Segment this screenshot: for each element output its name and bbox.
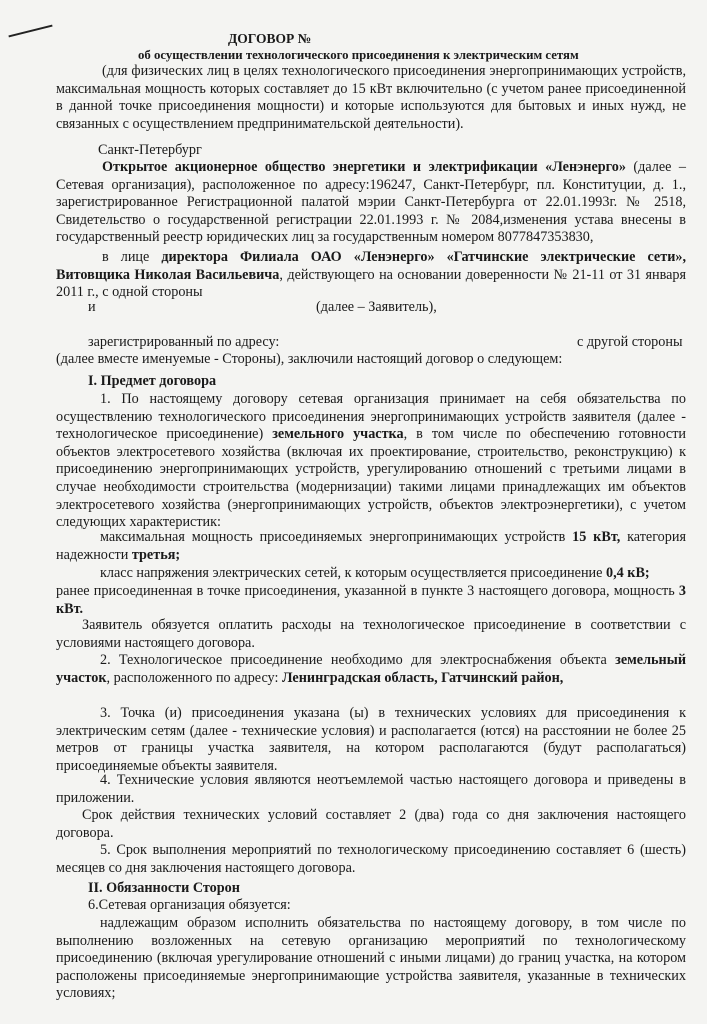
rep-prefix: в лице	[102, 249, 162, 265]
category-text: категория надежности	[56, 529, 686, 563]
previous-power-value: 3 кВт.	[56, 583, 686, 617]
document-title: ДОГОВОР №	[228, 31, 312, 46]
voltage-text: класс напряжения электрических сетей, к которым осуществляется присоединение	[100, 565, 606, 581]
clause-1-text-b: , в том числе по обеспечению готовности объектов электросетевого хозяйства (включая их проектирование, строительство, реконструкцию) к присоединению энергопринимающих устройств, урегулированию отношений с третьими лицами в случае необходимости строительства (модернизации) такими лицами принадлежащих им объектов электросетевого хозяйства (энергопринимающих устройств, объектов электроэнергетики), с учетом следующих характеристик:	[56, 426, 686, 531]
other-side-label: с другой стороны	[577, 334, 683, 350]
payment-obligation: Заявитель обязуется оплатить расходы на технологическое присоединение в соответствии с условиями настоящего договора.	[56, 617, 686, 651]
clause-6: 6.Сетевая организация обязуется:	[88, 897, 291, 913]
power-text: максимальная мощность присоединяемых энергопринимающих устройств	[100, 529, 573, 545]
org-name: Открытое акционерное общество энергетики и электрификации «Ленэнерго»	[102, 159, 626, 175]
clause-1-text-a: 1. По настоящему договору сетевая организация принимает на себя обязательства по осуществлению технологического присоединения энергопринимающих устройств заявителя (далее - технологическое присоединение)	[56, 391, 686, 443]
rep-details: , действующего на основании доверенности № 21-11 от 31 января 2011 г., с одной стороны	[56, 266, 686, 301]
section1-heading: I. Предмет договора	[88, 373, 217, 389]
parties-together: (далее вместе именуемые - Стороны), заключили настоящий договор о следующем:	[56, 351, 563, 367]
clause-2-text-a: 2. Технологическое присоединение необходимо для электроснабжения объекта	[100, 652, 616, 668]
section2-heading: II. Обязанности Сторон	[88, 880, 240, 896]
previous-power	[56, 583, 686, 618]
previous-power-text: ранее присоединенная в точке присоединения, указанной в пункте 3 настоящего договора, мощность	[56, 583, 679, 599]
power-characteristic	[56, 529, 686, 564]
city: Санкт-Петербург	[98, 142, 202, 158]
pen-stroke-mark	[8, 25, 52, 38]
voltage-characteristic	[56, 565, 686, 583]
voltage-value: 0,4 кВ;	[605, 565, 650, 581]
party-organization	[56, 159, 686, 247]
and-word: и	[88, 299, 96, 315]
clause-1-object: земельного участка	[272, 426, 404, 443]
party-representative	[56, 249, 686, 302]
category-value: третья;	[131, 546, 181, 563]
applicant-label: (далее – Заявитель),	[316, 299, 437, 315]
registered-address-label: зарегистрированный по адресу:	[88, 334, 280, 350]
clause-5: 5. Срок выполнения мероприятий по технологическому присоединению составляет 6 (шесть) месяцев со дня заключения настоящего договора.	[56, 842, 686, 876]
document-subtitle: об осуществлении технологического присоединения к электрическим сетям	[138, 48, 579, 62]
org-details: (далее – Сетевая организация), расположенное по адресу:196247, Санкт-Петербург, пл. Конституции, д. 1., зарегистрированное Регистрационной палатой мэрии Санкт-Петербурга от 22.01.1993г. № 2518, Свидетельство о государственной регистрации 22.01.1993 г. № 2084,изменения устава внесены в государственный реестр юридических лиц за государственным номером 8077847353830,	[56, 159, 686, 246]
clause-3: 3. Точка (и) присоединения указана (ы) в технических условиях для присоединения к электрическим сетям (далее - технические условия) и располагается (ются) на расстоянии не более 25 метров от границы участка заявителя, на котором располагаются (будут располагаться) присоединяемые объекты заявителя.	[56, 705, 686, 774]
clause-2-text-b: , расположенного по адресу:	[106, 669, 282, 686]
clause-2-address: Ленинградская область, Гатчинский район,	[281, 669, 564, 686]
clause-6-text: надлежащим образом исполнить обязательства по настоящему договору, в том числе по выполнению возложенных на сетевую организацию мероприятий по технологическому присоединению (включая урегулирование отношений с иными лицами) до границ участка, на котором расположены присоединяемые энергопринимающие устройства заявителя, указанные в технических условиях;	[56, 915, 686, 1002]
preamble: (для физических лиц в целях технологического присоединения энергопринимающих устройств, максимальная мощность которых составляет до 15 кВт включительно (с учетом ранее присоединенной в данной точке присоединения мощности) и которые используются для бытовых и иных нужд, не связанных с осуществлением предпринимательской деятельности).	[56, 63, 686, 132]
clause-4: 4. Технические условия являются неотъемлемой частью настоящего договора и приведены в приложении.	[56, 772, 686, 806]
clause-1	[56, 391, 686, 532]
power-value: 15 кВт,	[572, 529, 621, 545]
rep-name: директора Филиала ОАО «Ленэнерго» «Гатчинские электрические сети», Витовщика Николая Васильевича	[56, 249, 687, 283]
clause-2-object: земельный участок	[56, 652, 686, 686]
clause-2	[56, 652, 686, 687]
tech-conditions-term: Срок действия технических условий составляет 2 (два) года со дня заключения настоящего договора.	[56, 807, 686, 841]
